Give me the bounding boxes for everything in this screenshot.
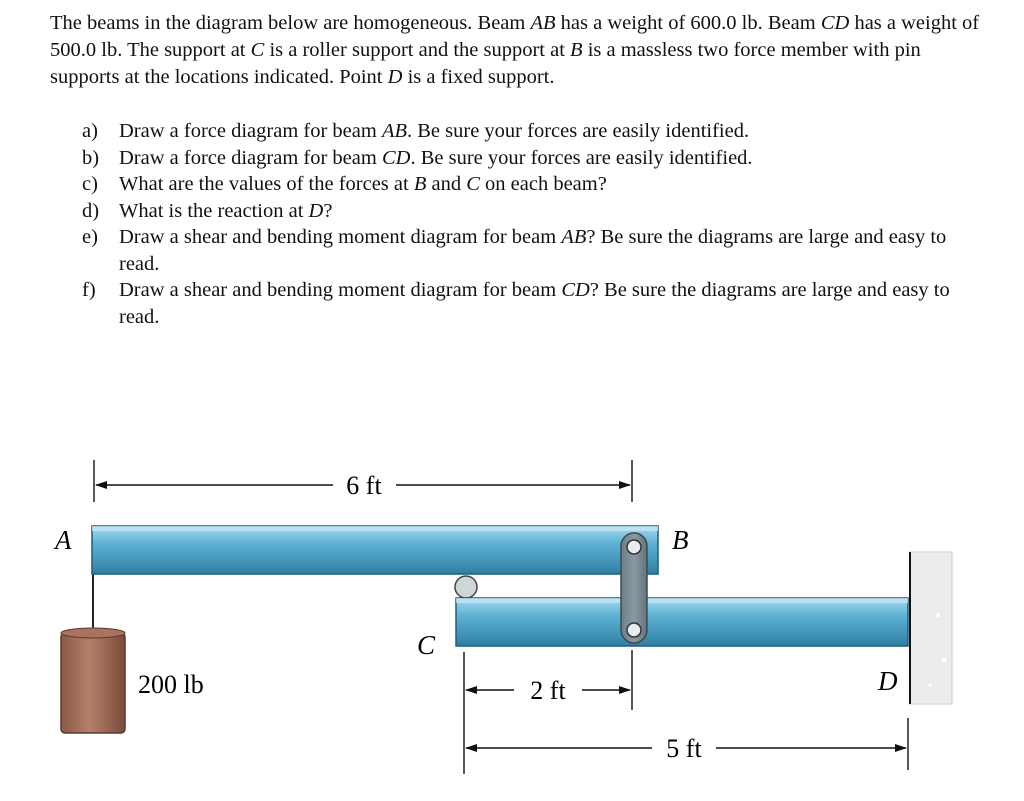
dim-label-2ft: 2 ft — [530, 676, 566, 705]
beam-diagram — [0, 440, 1024, 801]
dimension-5ft — [466, 718, 908, 770]
dimension-2ft — [464, 650, 632, 774]
link-bd — [621, 533, 647, 643]
dim-label-6ft: 6 ft — [346, 471, 382, 500]
question-label: d) — [82, 199, 100, 222]
question-b: b) Draw a force diagram for beam CD. Be sure your forces are easily identified. — [82, 145, 962, 172]
label-c: C — [417, 630, 436, 660]
question-label: f) — [82, 279, 96, 301]
pin-bottom — [627, 623, 641, 637]
beam-cd — [456, 598, 908, 646]
beam-ab — [92, 526, 658, 574]
dim-label-5ft: 5 ft — [666, 734, 702, 763]
question-a: a) Draw a force diagram for beam AB. Be sure your forces are easily identified. — [82, 118, 962, 145]
label-a: A — [55, 525, 72, 555]
question-label: a) — [82, 120, 98, 142]
question-d: d) What is the reaction at D? — [82, 198, 962, 225]
question-list — [82, 118, 962, 330]
roller-c — [455, 576, 477, 598]
problem-statement: The beams in the diagram below are homogeneous. Beam AB has a weight of 600.0 lb. Beam CD has a weight of 500.0 lb. The support at C is a roller support and the support at B is a massless two force member with pin supports at the locations indicated. Point D is a fixed support. — [50, 12, 980, 88]
label-d: D — [878, 666, 898, 696]
question-e: e) Draw a shear and bending moment diagram for beam AB? Be sure the diagrams are large and easy to read. — [82, 226, 947, 275]
dimension-6ft — [94, 460, 632, 502]
question-label: b) — [82, 146, 100, 169]
question-c: c) What are the values of the forces at B and C on each beam? — [82, 171, 962, 198]
weight-label: 200 lb — [138, 670, 204, 699]
label-b: B — [672, 525, 689, 555]
question-label: c) — [82, 173, 98, 195]
question-f: f) Draw a shear and bending moment diagram for beam CD? Be sure the diagrams are large and easy to read. — [82, 279, 950, 328]
question-label: e) — [82, 226, 98, 248]
fixed-wall-d — [910, 552, 952, 704]
hanging-weight — [61, 628, 125, 733]
pin-top — [627, 540, 641, 554]
